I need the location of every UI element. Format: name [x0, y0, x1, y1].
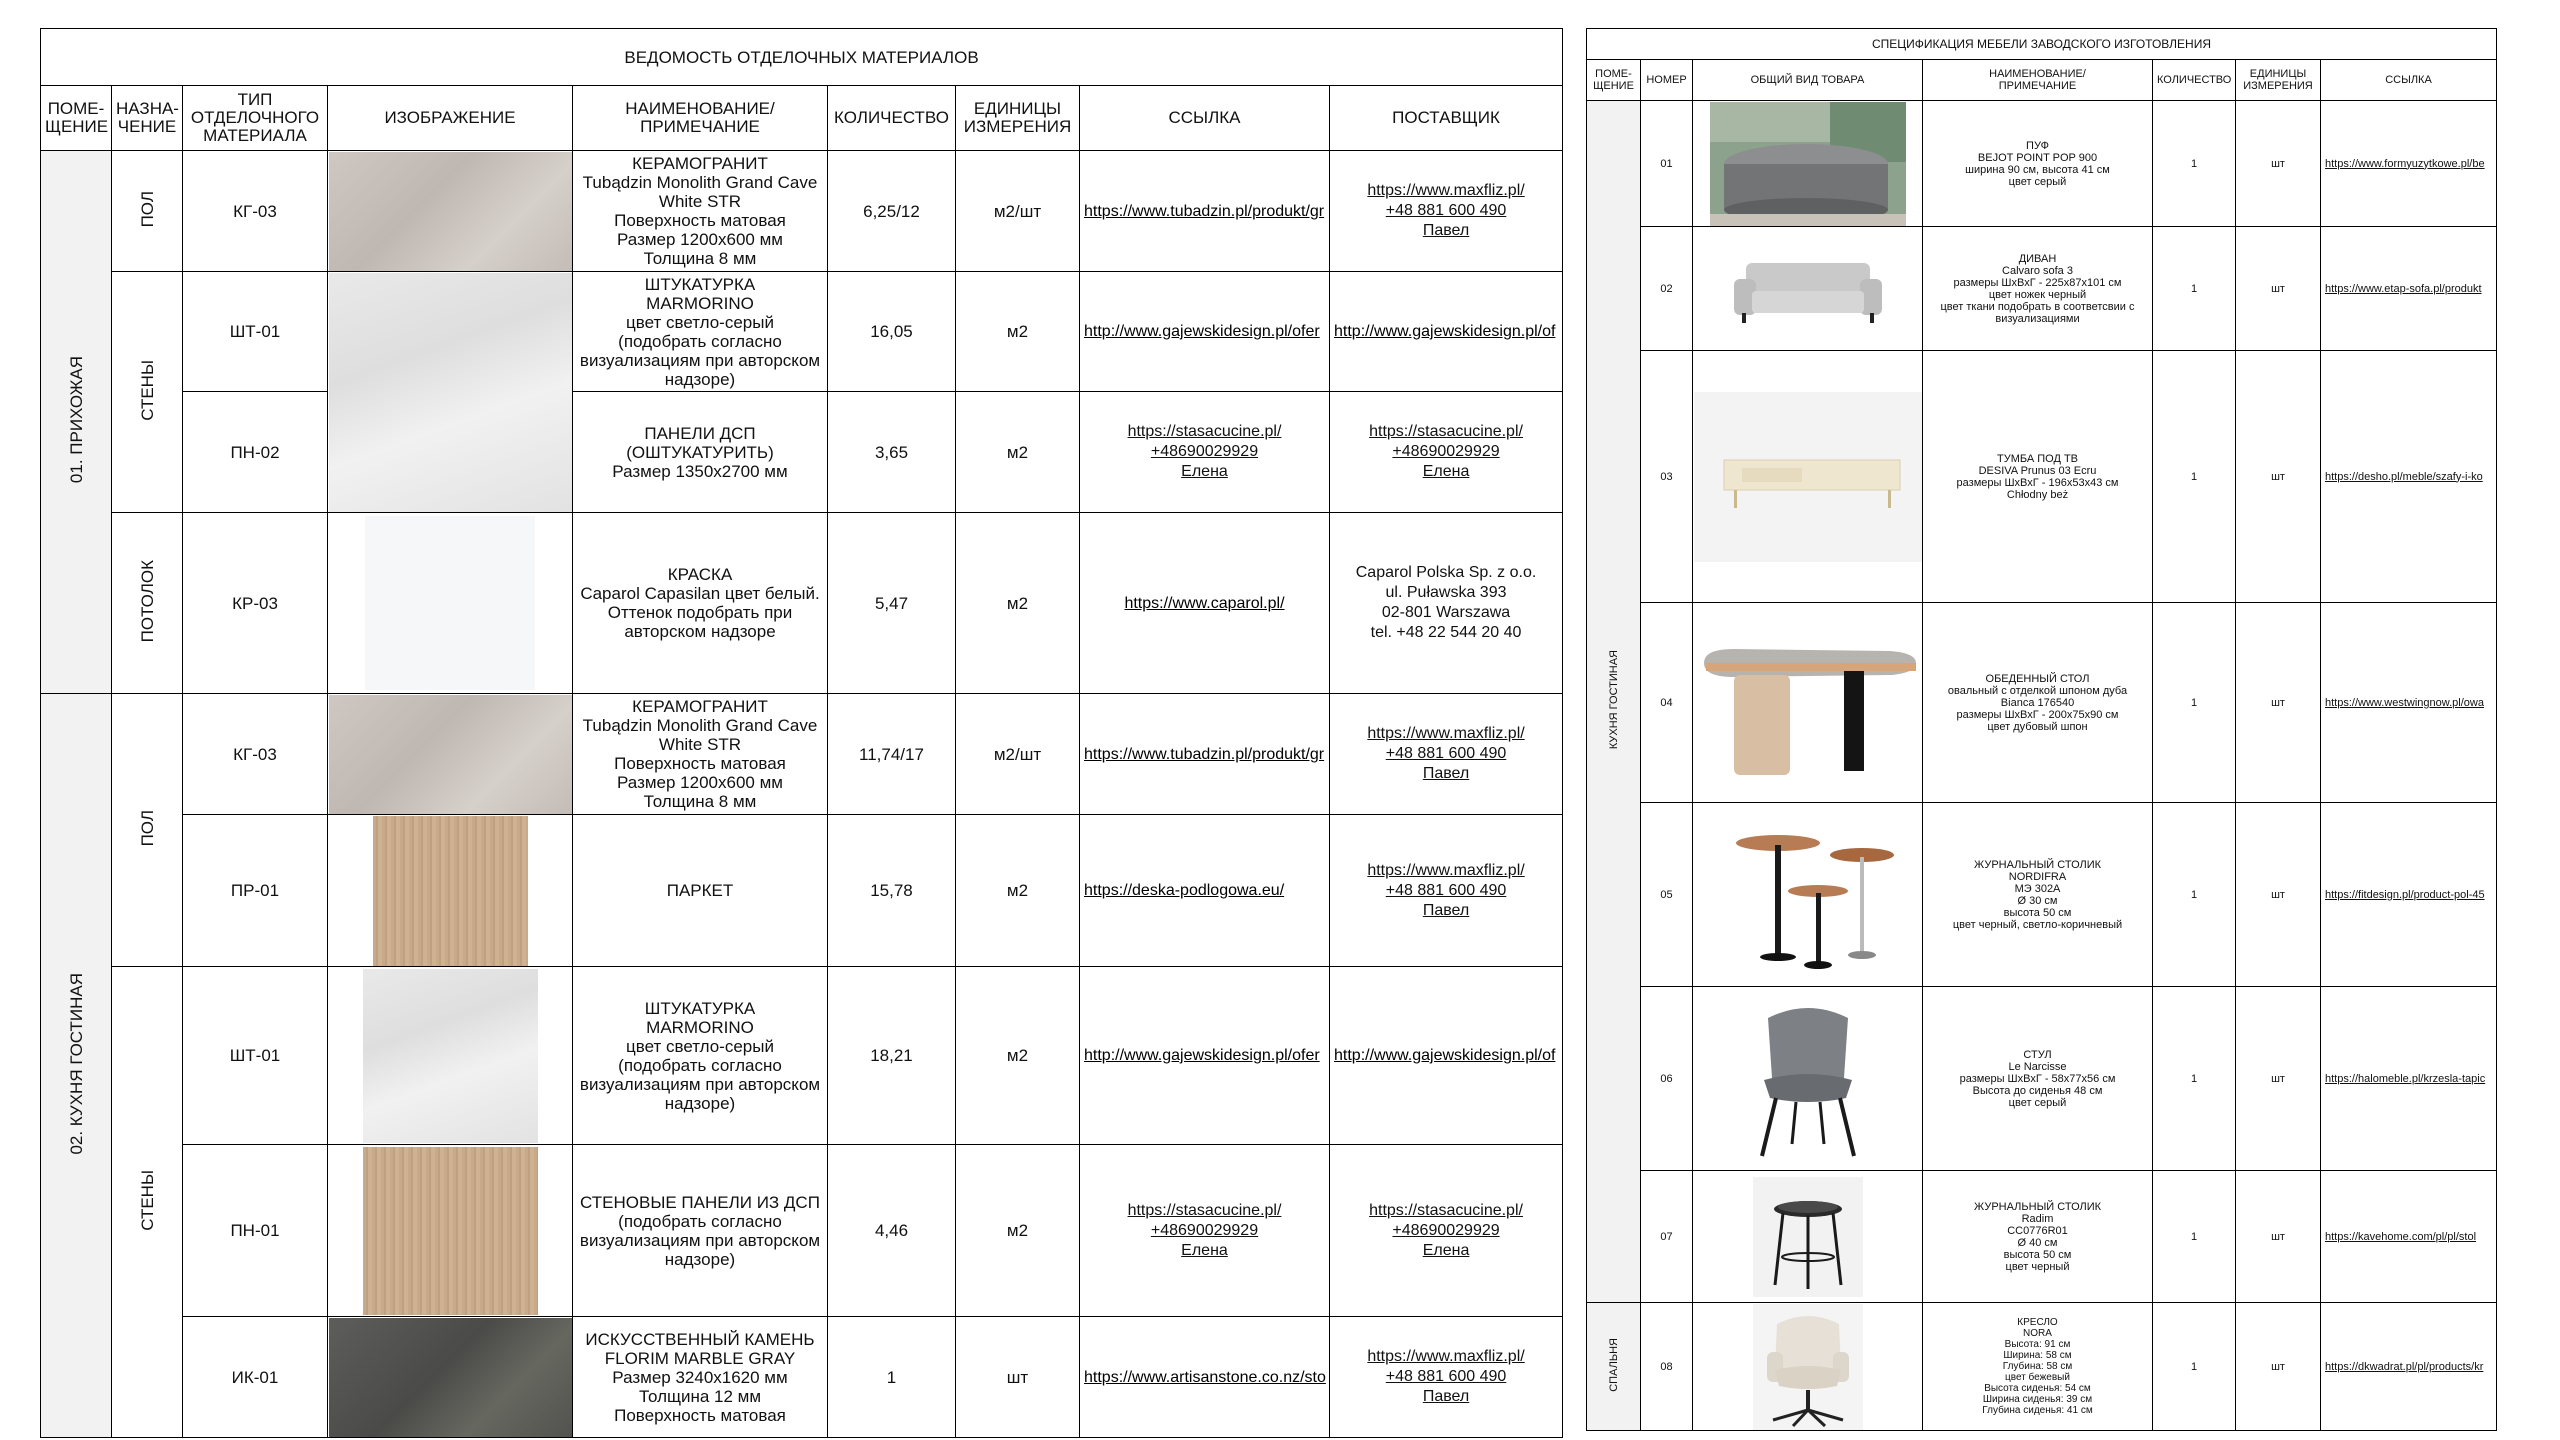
material-link[interactable]: http://www.gajewskidesign.pl/ofer — [1080, 967, 1330, 1145]
material-code: ПН-01 — [183, 1145, 328, 1317]
room-cell: 01. ПРИХОЖАЯ — [41, 151, 112, 694]
material-name: ПАРКЕТ — [573, 815, 828, 967]
item-number: 03 — [1641, 351, 1693, 603]
header-image: ИЗОБРАЖЕНИЕ — [328, 86, 573, 151]
material-supplier[interactable]: https://www.maxfliz.pl/ +48 881 600 490 Павел — [1330, 815, 1563, 967]
header-units: ЕДИНИЦЫ ИЗМЕРЕНИЯ — [956, 86, 1080, 151]
material-supplier[interactable]: https://www.maxfliz.pl/ +48 881 600 490 Павел — [1330, 151, 1563, 272]
item-number: 01 — [1641, 101, 1693, 227]
item-number: 02 — [1641, 227, 1693, 351]
header-link: ССЫЛКА — [1080, 86, 1330, 151]
header-material-type: ТИП ОТДЕЛОЧНОГО МАТЕРИАЛА — [183, 86, 328, 151]
material-unit: шт — [956, 1317, 1080, 1438]
table-row — [1587, 987, 2497, 1171]
material-swatch — [328, 272, 573, 513]
material-unit: м2 — [956, 967, 1080, 1145]
table-row — [41, 1317, 1563, 1438]
table-row — [1587, 803, 2497, 987]
item-qty: 1 — [2153, 351, 2236, 603]
material-link[interactable]: http://www.gajewskidesign.pl/ofer — [1080, 272, 1330, 392]
table-row — [1587, 351, 2497, 603]
material-qty: 18,21 — [828, 967, 956, 1145]
item-link[interactable]: https://www.etap-sofa.pl/produkt — [2321, 227, 2497, 351]
material-code: ШТ-01 — [183, 967, 328, 1145]
furniture-spec-table — [1586, 28, 2497, 1431]
header-number: НОМЕР — [1641, 60, 1693, 101]
item-unit: шт — [2236, 603, 2321, 803]
material-qty: 4,46 — [828, 1145, 956, 1317]
material-qty: 1 — [828, 1317, 956, 1438]
item-number: 06 — [1641, 987, 1693, 1171]
item-number: 04 — [1641, 603, 1693, 803]
material-name: КЕРАМОГРАНИТ Tubądzin Monolith Grand Cave White STR Поверхность матовая Размер 1200х600 мм Толщина 8 мм — [573, 694, 828, 815]
material-code: ШТ-01 — [183, 272, 328, 392]
material-name: СТЕНОВЫЕ ПАНЕЛИ ИЗ ДСП (подобрать согласно визуализациям при авторском надзоре) — [573, 1145, 828, 1317]
table-row — [1587, 603, 2497, 803]
item-unit: шт — [2236, 987, 2321, 1171]
material-qty: 11,74/17 — [828, 694, 956, 815]
item-unit: шт — [2236, 227, 2321, 351]
header-supplier: ПОСТАВЩИК — [1330, 86, 1563, 151]
material-name: ШТУКАТУРКА MARMORINO цвет светло-серый (подобрать согласно визуализациям при авторском надзоре) — [573, 967, 828, 1145]
material-code: КР-03 — [183, 513, 328, 694]
item-number: 08 — [1641, 1303, 1693, 1431]
table-row — [1587, 1171, 2497, 1303]
header-room: ПОМЕ- ЩЕНИЕ — [1587, 60, 1641, 101]
item-link[interactable]: https://dkwadrat.pl/pl/products/kr — [2321, 1303, 2497, 1431]
material-code: КГ-03 — [183, 151, 328, 272]
item-qty: 1 — [2153, 987, 2236, 1171]
material-code: ИК-01 — [183, 1317, 328, 1438]
item-name: КРЕСЛО NORA Высота: 91 см Ширина: 58 см Глубина: 58 см цвет бежевый Высота сиденья: 54 см Ширина сиденья: 39 см Глубина сиденья: 41 см — [1923, 1303, 2153, 1431]
item-name: ТУМБА ПОД ТВ DESIVA Prunus 03 Ecru размеры ШхВхГ - 196х53х43 см Chłodny beż — [1923, 351, 2153, 603]
table-row — [1587, 227, 2497, 351]
material-unit: м2 — [956, 513, 1080, 694]
material-code: КГ-03 — [183, 694, 328, 815]
item-unit: шт — [2236, 1171, 2321, 1303]
item-name: ОБЕДЕННЫЙ СТОЛ овальный с отделкой шпоном дуба Bianca 176540 размеры ШхВхГ - 200х75х90 см цвет дубовый шпон — [1923, 603, 2153, 803]
room-cell: КУХНЯ ГОСТИНАЯ — [1587, 101, 1641, 1303]
material-link[interactable]: https://www.tubadzin.pl/produkt/gr — [1080, 694, 1330, 815]
header-units: ЕДИНИЦЫ ИЗМЕРЕНИЯ — [2236, 60, 2321, 101]
material-link[interactable]: https://www.caparol.pl/ — [1080, 513, 1330, 694]
product-image-sofa — [1693, 227, 1923, 351]
table-row — [41, 967, 1563, 1145]
product-image-coffee-tables — [1693, 803, 1923, 987]
header-product-view: ОБЩИЙ ВИД ТОВАРА — [1693, 60, 1923, 101]
material-link[interactable]: https://deska-podlogowa.eu/ — [1080, 815, 1330, 967]
material-supplier[interactable]: http://www.gajewskidesign.pl/of — [1330, 272, 1563, 392]
purpose-cell: ПОЛ — [112, 694, 183, 967]
product-image-chair — [1693, 987, 1923, 1171]
table-row — [41, 815, 1563, 967]
item-link[interactable]: https://kavehome.com/pl/pl/stol — [2321, 1171, 2497, 1303]
material-link[interactable]: https://stasacucine.pl/ +48690029929 Елена — [1080, 392, 1330, 513]
header-quantity: КОЛИЧЕСТВО — [2153, 60, 2236, 101]
furniture-table-title: СПЕЦИФИКАЦИЯ МЕБЕЛИ ЗАВОДСКОГО ИЗГОТОВЛЕНИЯ — [1587, 29, 2497, 60]
material-supplier[interactable]: https://stasacucine.pl/ +48690029929 Елена — [1330, 1145, 1563, 1317]
item-name: СТУЛ Le Narcisse размеры ШхВхГ - 58х77х56 см Высота до сиденья 48 см цвет серый — [1923, 987, 2153, 1171]
material-qty: 3,65 — [828, 392, 956, 513]
item-qty: 1 — [2153, 1303, 2236, 1431]
material-unit: м2/шт — [956, 151, 1080, 272]
table-row — [41, 1145, 1563, 1317]
purpose-cell: ПОЛ — [112, 151, 183, 272]
item-qty: 1 — [2153, 603, 2236, 803]
item-unit: шт — [2236, 351, 2321, 603]
item-unit: шт — [2236, 101, 2321, 227]
item-unit: шт — [2236, 803, 2321, 987]
material-unit: м2 — [956, 815, 1080, 967]
item-link[interactable]: https://halomeble.pl/krzesla-tapic — [2321, 987, 2497, 1171]
item-link[interactable]: https://fitdesign.pl/product-pol-45 — [2321, 803, 2497, 987]
material-code: ПР-01 — [183, 815, 328, 967]
item-name: ЖУРНАЛЬНЫЙ СТОЛИК Radim CC0776R01 Ø 40 см высота 50 см цвет черный — [1923, 1171, 2153, 1303]
material-unit: м2 — [956, 1145, 1080, 1317]
item-qty: 1 — [2153, 1171, 2236, 1303]
item-qty: 1 — [2153, 101, 2236, 227]
material-qty: 5,47 — [828, 513, 956, 694]
room-cell: 02. КУХНЯ ГОСТИНАЯ — [41, 694, 112, 1438]
purpose-cell: СТЕНЫ — [112, 967, 183, 1438]
product-image-pouf — [1693, 101, 1923, 227]
item-link[interactable]: https://www.westwingnow.pl/owa — [2321, 603, 2497, 803]
material-swatch — [328, 694, 573, 815]
material-unit: м2 — [956, 392, 1080, 513]
table-row — [41, 151, 1563, 272]
material-qty: 15,78 — [828, 815, 956, 967]
material-supplier[interactable]: https://www.maxfliz.pl/ +48 881 600 490 Павел — [1330, 1317, 1563, 1438]
material-swatch — [328, 1317, 573, 1438]
material-supplier: Caparol Polska Sp. z o.o. ul. Puławska 393 02-801 Warszawa tel. +48 22 544 20 40 — [1330, 513, 1563, 694]
material-name: ИСКУССТВЕННЫЙ КАМЕНЬ FLORIM MARBLE GRAY Размер 3240х1620 мм Толщина 12 мм Поверхность матовая — [573, 1317, 828, 1438]
material-swatch — [328, 1145, 573, 1317]
finish-materials-table — [40, 28, 1563, 1438]
table-row — [41, 513, 1563, 694]
header-room: ПОМЕ- ЩЕНИЕ — [41, 86, 112, 151]
material-link[interactable]: https://www.tubadzin.pl/produkt/gr — [1080, 151, 1330, 272]
purpose-cell: ПОТОЛОК — [112, 513, 183, 694]
header-purpose: НАЗНА- ЧЕНИЕ — [112, 86, 183, 151]
material-swatch — [328, 151, 573, 272]
item-name: ДИВАН Calvaro sofa 3 размеры ШхВхГ - 225х87х101 см цвет ножек черный цвет ткани подобрать в соответсвии с визуализациями — [1923, 227, 2153, 351]
material-unit: м2 — [956, 272, 1080, 392]
purpose-cell: СТЕНЫ — [112, 272, 183, 513]
item-number: 07 — [1641, 1171, 1693, 1303]
table-row — [1587, 101, 2497, 227]
finish-header-row — [41, 86, 1563, 151]
header-quantity: КОЛИЧЕСТВО — [828, 86, 956, 151]
item-name: ЖУРНАЛЬНЫЙ СТОЛИК NORDIFRA MЭ 302A Ø 30 см высота 50 см цвет черный, светло-коричневый — [1923, 803, 2153, 987]
header-name-note: НАИМЕНОВАНИЕ/ ПРИМЕЧАНИЕ — [573, 86, 828, 151]
material-name: ШТУКАТУРКА MARMORINO цвет светло-серый (подобрать согласно визуализациям при авторском надзоре) — [573, 272, 828, 392]
material-qty: 16,05 — [828, 272, 956, 392]
product-image-side-table — [1693, 1171, 1923, 1303]
material-supplier[interactable]: https://stasacucine.pl/ +48690029929 Елена — [1330, 392, 1563, 513]
material-swatch — [328, 815, 573, 967]
material-qty: 6,25/12 — [828, 151, 956, 272]
product-image-armchair — [1693, 1303, 1923, 1431]
finish-table-title: ВЕДОМОСТЬ ОТДЕЛОЧНЫХ МАТЕРИАЛОВ — [41, 29, 1563, 86]
material-link[interactable]: https://www.artisanstone.co.nz/sto — [1080, 1317, 1330, 1438]
table-row — [41, 272, 1563, 392]
material-name: ПАНЕЛИ ДСП (ОШТУКАТУРИТЬ) Размер 1350х2700 мм — [573, 392, 828, 513]
material-swatch — [328, 513, 573, 694]
item-number: 05 — [1641, 803, 1693, 987]
header-name-note: НАИМЕНОВАНИЕ/ ПРИМЕЧАНИЕ — [1923, 60, 2153, 101]
room-cell: СПАЛЬНЯ — [1587, 1303, 1641, 1431]
material-code: ПН-02 — [183, 392, 328, 513]
header-link: ССЫЛКА — [2321, 60, 2497, 101]
material-unit: м2/шт — [956, 694, 1080, 815]
item-qty: 1 — [2153, 803, 2236, 987]
item-qty: 1 — [2153, 227, 2236, 351]
item-unit: шт — [2236, 1303, 2321, 1431]
item-link[interactable]: https://www.formyuzytkowe.pl/be — [2321, 101, 2497, 227]
table-row — [41, 694, 1563, 815]
material-link[interactable]: https://stasacucine.pl/ +48690029929 Елена — [1080, 1145, 1330, 1317]
material-swatch — [328, 967, 573, 1145]
table-row — [1587, 1303, 2497, 1431]
material-supplier[interactable]: http://www.gajewskidesign.pl/of — [1330, 967, 1563, 1145]
material-name: КЕРАМОГРАНИТ Tubądzin Monolith Grand Cave White STR Поверхность матовая Размер 1200х600 мм Толщина 8 мм — [573, 151, 828, 272]
table-row — [41, 392, 1563, 513]
product-image-tv-stand — [1693, 351, 1923, 603]
furniture-header-row — [1587, 60, 2497, 101]
item-link[interactable]: https://desho.pl/meble/szafy-i-ko — [2321, 351, 2497, 603]
material-name: КРАСКА Caparol Capasilan цвет белый. Оттенок подобрать при авторском надзоре — [573, 513, 828, 694]
material-supplier[interactable]: https://www.maxfliz.pl/ +48 881 600 490 Павел — [1330, 694, 1563, 815]
item-name: ПУФ BEJOT POINT POP 900 ширина 90 см, высота 41 см цвет серый — [1923, 101, 2153, 227]
product-image-dining-table — [1693, 603, 1923, 803]
